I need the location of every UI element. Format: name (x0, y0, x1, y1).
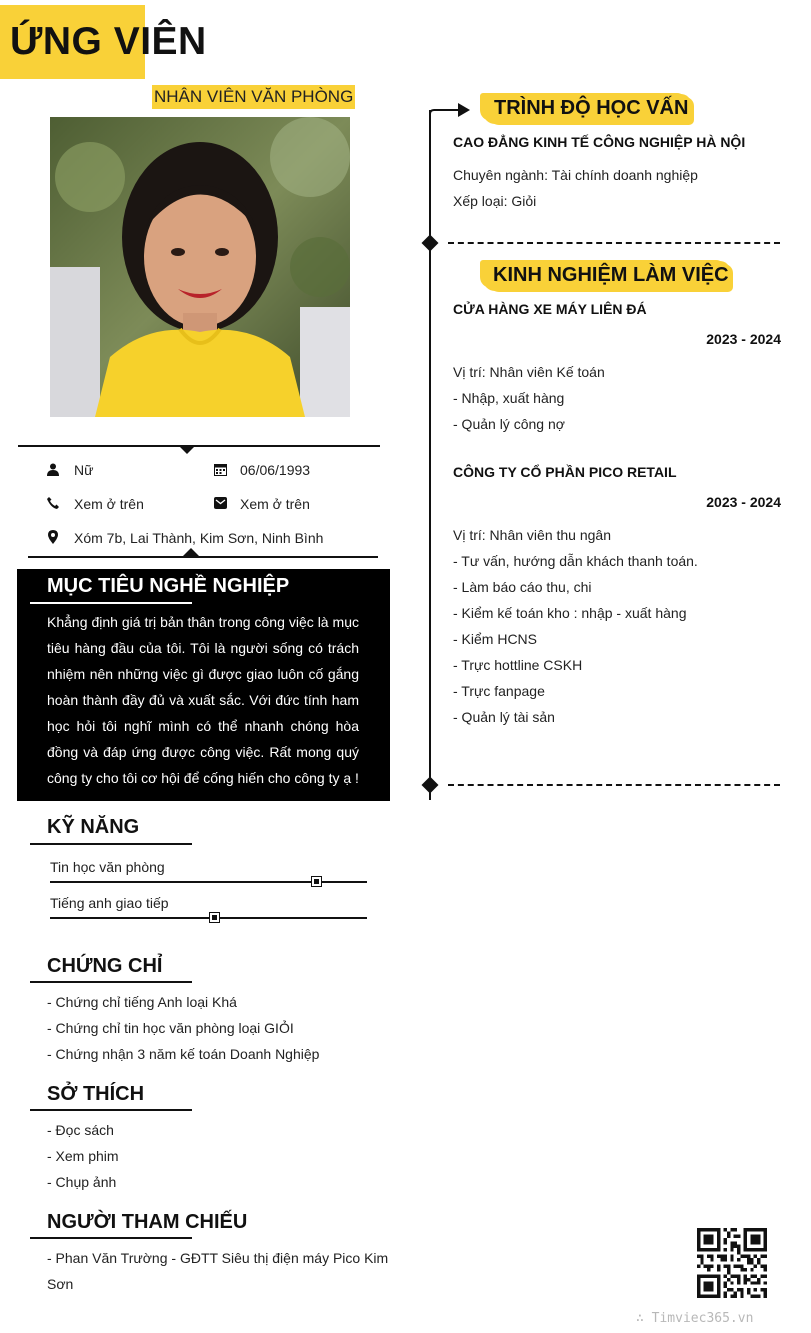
job-line: Vị trí: Nhân viên Kế toán (453, 364, 605, 380)
education-major: Chuyên ngành: Tài chính doanh nghiệp (453, 167, 698, 183)
references-title: NGƯỜI THAM CHIẾU (47, 1211, 248, 1233)
objective-underline (30, 602, 192, 604)
job-line: - Quản lý công nợ (453, 416, 565, 432)
phone-icon (46, 496, 60, 510)
birthday-value: 06/06/1993 (240, 462, 311, 478)
references-list (47, 1245, 388, 1297)
envelope-icon (213, 496, 227, 510)
address-value: Xóm 7b, Lai Thành, Kim Sơn, Ninh Bình (74, 530, 324, 546)
skill-bar-knob (209, 912, 220, 923)
hobbies-underline (30, 1109, 192, 1111)
list-item: - Chứng chỉ tiếng Anh loại Khá (47, 994, 237, 1010)
certificates-underline (30, 981, 192, 983)
objective-title: MỤC TIÊU NGHỀ NGHIỆP (47, 575, 290, 597)
certificates-list (47, 989, 319, 1067)
job-line: - Trực fanpage (453, 683, 545, 699)
job-line: - Nhập, xuất hàng (453, 390, 565, 406)
job-line: - Tư vấn, hướng dẫn khách thanh toán. (453, 553, 698, 569)
timeline-marker (422, 777, 439, 794)
job-line: - Làm báo cáo thu, chi (453, 579, 592, 595)
skill-label: Tin học văn phòng (50, 859, 165, 875)
list-item: - Xem phim (47, 1148, 119, 1164)
experience-title: KINH NGHIỆM LÀM VIỆC (493, 264, 729, 286)
info-top-divider (18, 445, 380, 447)
education-rank: Xếp loại: Giỏi (453, 193, 537, 209)
candidate-photo (50, 117, 350, 417)
gender-value: Nữ (74, 462, 94, 478)
section-divider (448, 784, 780, 786)
map-marker-icon (46, 530, 60, 544)
phone-value: Xem ở trên (74, 496, 144, 512)
job-line: - Kiểm kế toán kho : nhập - xuất hàng (453, 605, 687, 621)
info-bottom-divider (28, 556, 378, 558)
references-underline (30, 1237, 192, 1239)
skills-underline (30, 843, 192, 845)
job-details (453, 359, 605, 437)
skills-title: KỸ NĂNG (47, 816, 140, 838)
list-item: - Chứng nhận 3 năm kế toán Doanh Nghiệp (47, 1046, 320, 1062)
job-line: Vị trí: Nhân viên thu ngân (453, 527, 611, 543)
user-icon (46, 462, 60, 476)
objective-text: Khẳng định giá trị bản thân trong công việc là mục tiêu hàng đầu của tôi. Tôi là người sống có trách nhiệm nên những việc gì được giao luôn cố gắng hoàn thành đầy đủ và xuất sắc. Với đức tính ham học hỏi tôi nghĩ mình có thể nhanh chóng hòa đồng và đáp ứng được công việc. Rất mong quý công ty cho tôi cơ hội để cống hiến cho công ty ạ ! (47, 614, 359, 786)
job-line: - Quản lý tài sản (453, 709, 555, 725)
certificates-title: CHỨNG CHỈ (47, 955, 163, 977)
skill-bar-knob (311, 876, 322, 887)
hobbies-list (47, 1117, 119, 1195)
job-line: - Kiểm HCNS (453, 631, 538, 647)
divider-arrow (183, 548, 199, 556)
email-value: Xem ở trên (240, 496, 310, 512)
education-title: TRÌNH ĐỘ HỌC VẤN (494, 97, 689, 119)
job-line: - Trực hottline CSKH (453, 657, 583, 673)
list-item: - Chứng chỉ tin học văn phòng loại GIỎI (47, 1020, 294, 1036)
skill-label: Tiếng anh giao tiếp (50, 895, 169, 911)
job-position: NHÂN VIÊN VĂN PHÒNG (152, 85, 355, 109)
timeline-marker (422, 235, 439, 252)
school-name: CAO ĐẲNG KINH TẾ CÔNG NGHIỆP HÀ NỘI (453, 134, 746, 150)
calendar-icon (213, 462, 227, 476)
company-name: CÔNG TY CỔ PHẦN PICO RETAIL (453, 464, 677, 480)
hobbies-title: SỞ THÍCH (47, 1083, 145, 1105)
job-details (453, 522, 698, 730)
qr-code[interactable] (697, 1228, 767, 1298)
reference-line: - Phan Văn Trường - GĐTT Siêu thị điện máy Pico Kim (47, 1250, 389, 1266)
company-name: CỬA HÀNG XE MÁY LIÊN ĐÁ (453, 301, 647, 317)
divider-arrow (179, 446, 195, 454)
list-item: - Đọc sách (47, 1122, 114, 1138)
job-period: 2023 - 2024 (706, 494, 781, 510)
reference-line: Sơn (47, 1276, 74, 1292)
section-divider (448, 242, 780, 244)
timeline-line (429, 110, 431, 800)
job-period: 2023 - 2024 (706, 331, 781, 347)
site-watermark: ∴ Timviec365.vn (636, 1311, 754, 1326)
candidate-name: ỨNG VIÊN (10, 20, 207, 63)
timeline-arrow-icon (429, 100, 471, 125)
list-item: - Chụp ảnh (47, 1174, 117, 1190)
